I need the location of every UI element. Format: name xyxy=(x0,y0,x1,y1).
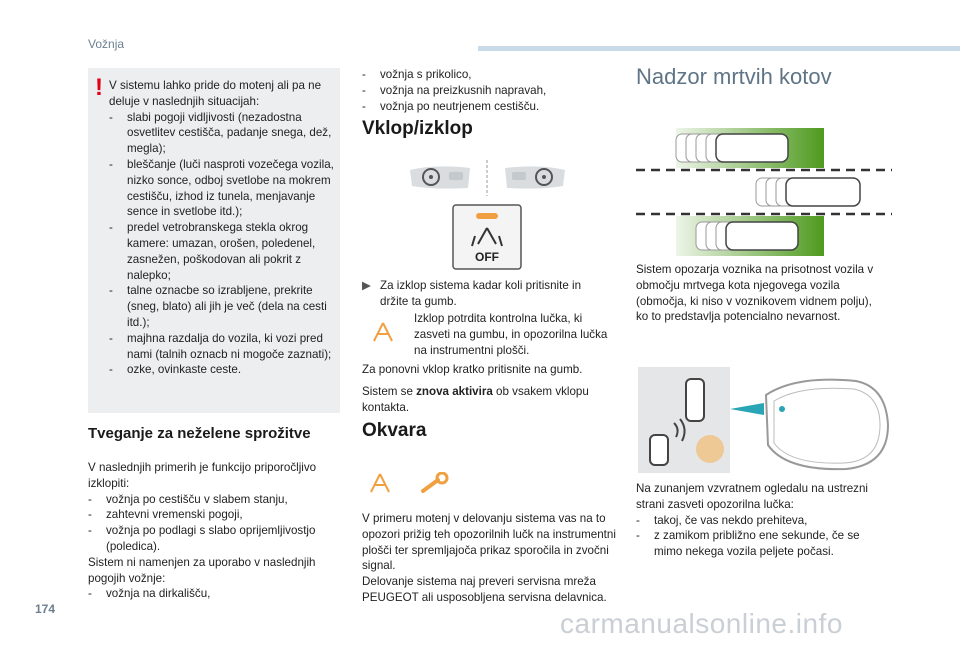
section-title: Vožnja xyxy=(88,37,125,51)
list-item: - ozke, ovinkaste ceste. xyxy=(109,363,242,377)
list-item: - z zamikom približno ene sekunde, če se mimo nekega vozila peljete počasi. xyxy=(636,529,860,559)
warning-note-text xyxy=(109,78,337,378)
list-item: - vožnja na dirkališču, xyxy=(88,587,211,601)
list-item: - bleščanje (luči nasproti vozečega vozila, nizko sonce, odboj svetlobe na mokrem cestišču, izhod iz tunela, menjavanje sence in svetlobe itd.); xyxy=(109,157,334,219)
okvara-text: V primeru motenj v delovanju sistema vas na to opozori prižig teh opozorilnih lučk na instrumentni plošči ter spremljajoča prikaz sporočila in zvočni signal. Delovanje sistema naj preveri servisna mreža PEUGEOT ali usposobljena servisna delavnica. xyxy=(362,512,616,604)
lane-warning-icon xyxy=(367,470,393,496)
watermark: carmanualsonline.info xyxy=(560,608,843,639)
blind-spot-title: Nadzor mrtvih kotov xyxy=(636,64,832,89)
lane-warning-icon xyxy=(370,320,396,344)
auto-reactivate-text: Sistem se znova aktivira ob vsakem vklopu kontakta. xyxy=(362,385,589,414)
step-arrow-icon: ▶ xyxy=(362,279,371,292)
indicator-light xyxy=(476,213,498,219)
list-item: - talne oznacbe so izrabljene, prekrite (sneg, blato) ali jih je več (dela na cesti itd.); xyxy=(109,284,327,329)
vklop-title: Vklop/izklop xyxy=(362,118,473,139)
warning-intro: V sistemu lahko pride do motenj ali pa ne deluje v naslednjih situacijah: xyxy=(109,79,322,108)
mirror-illustration xyxy=(636,365,892,475)
risk-section-text: V naslednjih primerih je funkcijo priporočljivo izklopiti: - vožnja po cestišču v slabem stanju, - zahtevni vremenski pogoji, - vožnja po podlagi s slabo oprijemljivostjo (poledica). Sistem ni namenjen za uporabo v naslednjih pogojih vožnje: - vožnja na dirkališču, xyxy=(88,460,343,602)
header-bar xyxy=(478,46,960,51)
page-number: 174 xyxy=(35,602,56,616)
list-item: - vožnja po cestišču v slabem stanju, xyxy=(88,492,288,506)
exclamation-icon: ! xyxy=(95,74,103,101)
list-item: - predel vetrobranskega stekla okrog kamere: umazan, orošen, poledenel, zasnežen, poškodovan ali pokrit z nalepko; xyxy=(109,221,316,282)
list-item: - slabi pogoji vidljivosti (nezadostna osvetlitev cestišča, padanje snega, dež, megla); xyxy=(109,110,332,156)
wrench-icon xyxy=(420,472,450,496)
mirror-text: Na zunanjem vzvratnem ogledalu na ustrezni strani zasveti opozorilna lučka: - takoj, če vas nekdo prehiteva, - z zamikom približno ene sekunde, če se mimo nekega vozila peljete počasi. xyxy=(636,481,888,560)
reactivate-text: Za ponovni vklop kratko pritisnite na gumb. xyxy=(362,363,583,376)
blind-spot-text: Sistem opozarja voznika na prisotnost vozila v območju mrtvega kota njegovega vozila (območja, ki niso v voznikovem vidnem polju), ko to predstavlja potencialno nevarnost. xyxy=(636,263,874,324)
blind-spot-diagram xyxy=(636,120,892,260)
list-item: - vožnja na preizkusnih napravah, xyxy=(362,83,547,97)
list-item: - vožnja po podlagi s slabo oprijemljivostjo (poledica). xyxy=(88,524,316,553)
risk-section-title: Tveganje za neželene sprožitve xyxy=(88,425,311,442)
list-item: - zahtevni vremenski pogoji, xyxy=(88,508,243,522)
dashboard-illustration xyxy=(405,158,570,198)
list-item: - vožnja s prikolico, xyxy=(362,68,472,81)
list-item: - vožnja po neutrjenem cestišču. xyxy=(362,99,540,113)
risk-section-list-continued xyxy=(362,67,612,114)
list-item: - takoj, če vas nekdo prehiteva, xyxy=(636,513,808,527)
vklop-step: ▶ Za izklop sistema kadar koli pritisnite in držite ta gumb. xyxy=(362,279,582,308)
off-button-label: OFF xyxy=(475,250,499,264)
okvara-title: Okvara xyxy=(362,420,427,441)
lane-assist-off-button[interactable] xyxy=(452,204,522,270)
list-item: - majhna razdalja do vozila, ki vozi pred nami (talnih oznacb ni mogoče zaznati); xyxy=(109,331,332,361)
indicator-text: Izklop potrdita kontrolna lučka, ki zasveti na gumbu, in opozorilna lučka na instrumentni plošči. xyxy=(414,312,608,357)
